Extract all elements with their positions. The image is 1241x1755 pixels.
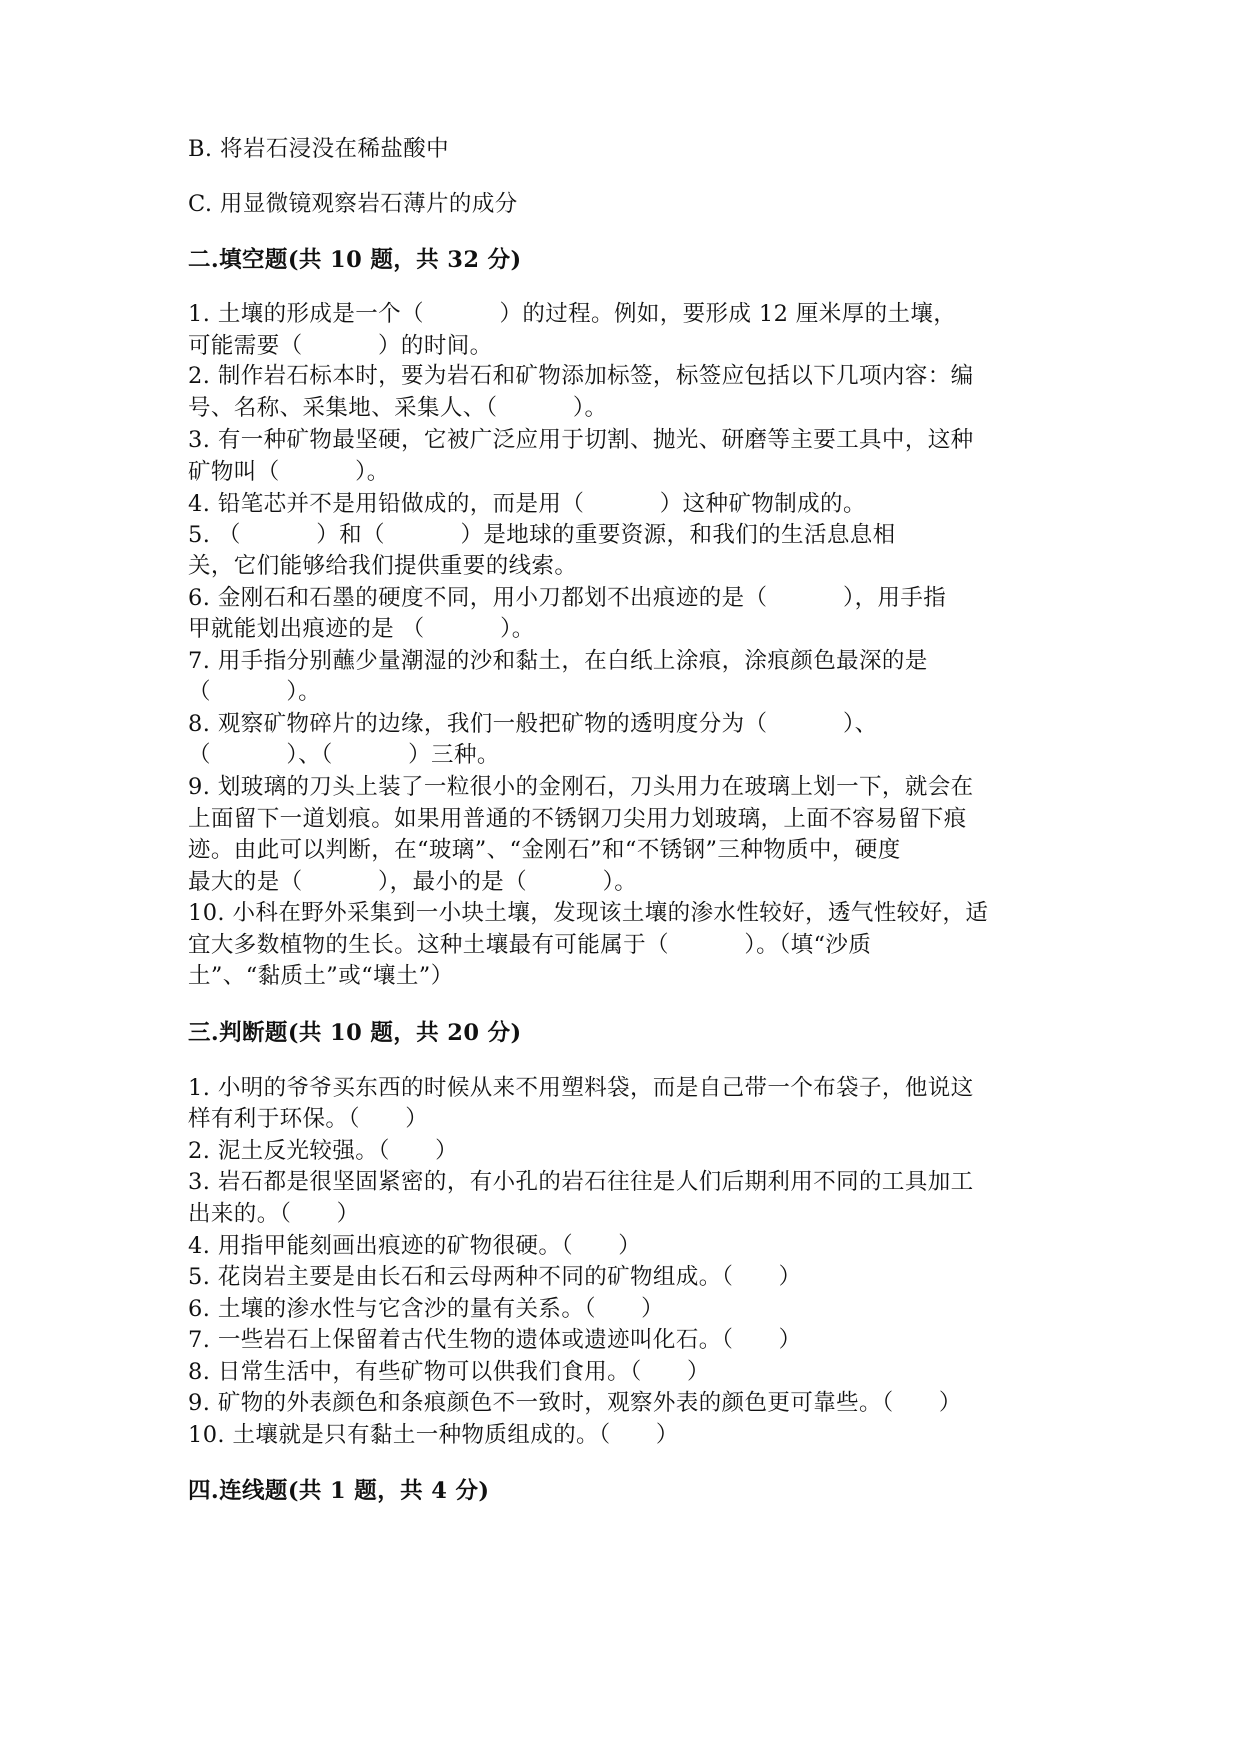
fill-in-line: 土”、“黏质土”或“壤土”）: [188, 963, 454, 989]
fill-in-line: 甲就能划出痕迹的是 （ ）。: [188, 616, 535, 642]
fill-in-line: 8. 观察矿物碎片的边缘，我们一般把矿物的透明度分为（ ）、: [188, 711, 878, 737]
fill-in-line: 关，它们能够给我们提供重要的线索。: [188, 553, 578, 579]
section-heading-fill-in: 二.填空题(共 10 题，共 32 分): [188, 247, 522, 273]
fill-in-line: 10. 小科在野外采集到一小块土壤，发现该土壤的渗水性较好，透气性较好，适: [188, 900, 989, 926]
fill-in-line: 号、名称、采集地、采集人、（ ）。: [188, 395, 608, 421]
option-b: B. 将岩石浸没在稀盐酸中: [188, 136, 450, 162]
fill-in-line: （ ）、（ ）三种。: [188, 742, 500, 768]
true-false-line: 6. 土壤的渗水性与它含沙的量有关系。（ ）: [188, 1296, 665, 1322]
true-false-line: 1. 小明的爷爷买东西的时候从来不用塑料袋，而是自己带一个布袋子，他说这: [188, 1075, 974, 1101]
fill-in-line: 5. （ ）和（ ）是地球的重要资源，和我们的生活息息相: [188, 522, 896, 548]
fill-in-line: 3. 有一种矿物最坚硬，它被广泛应用于切割、抛光、研磨等主要工具中，这种: [188, 427, 974, 453]
fill-in-line: 宜大多数植物的生长。这种土壤最有可能属于（ ）。（填“沙质: [188, 932, 872, 958]
section-heading-true-false: 三.判断题(共 10 题，共 20 分): [188, 1020, 522, 1046]
fill-in-line: 9. 划玻璃的刀头上装了一粒很小的金刚石，刀头用力在玻璃上划一下，就会在: [188, 774, 974, 800]
true-false-line: 4. 用指甲能刻画出痕迹的矿物很硬。（ ）: [188, 1233, 642, 1259]
fill-in-line: 1. 土壤的形成是一个（ ）的过程。例如，要形成 12 厘米厚的土壤，: [188, 301, 957, 327]
fill-in-line: 迹。由此可以判断，在“玻璃”、“金刚石”和“不锈钢”三种物质中，硬度: [188, 837, 901, 863]
true-false-line: 10. 土壤就是只有黏土一种物质组成的。（ ）: [188, 1422, 679, 1448]
true-false-line: 9. 矿物的外表颜色和条痕颜色不一致时，观察外表的颜色更可靠些。（ ）: [188, 1390, 962, 1416]
fill-in-line: 4. 铅笔芯并不是用铅做成的，而是用（ ）这种矿物制成的。: [188, 491, 866, 517]
fill-in-line: 2. 制作岩石标本时，要为岩石和矿物添加标签，标签应包括以下几项内容：编: [188, 363, 974, 389]
fill-in-line: 可能需要（ ）的时间。: [188, 333, 493, 359]
true-false-line: 出来的。（ ）: [188, 1201, 360, 1227]
true-false-line: 5. 花岗岩主要是由长石和云母两种不同的矿物组成。（ ）: [188, 1264, 802, 1290]
fill-in-line: 6. 金刚石和石墨的硬度不同，用小刀都划不出痕迹的是（ ），用手指: [188, 585, 947, 611]
true-false-line: 2. 泥土反光较强。（ ）: [188, 1138, 458, 1164]
section-heading-matching: 四.连线题(共 1 题，共 4 分): [188, 1478, 490, 1504]
fill-in-line: 7. 用手指分别蘸少量潮湿的沙和黏土，在白纸上涂痕，涂痕颜色最深的是: [188, 648, 928, 674]
true-false-line: 7. 一些岩石上保留着古代生物的遗体或遗迹叫化石。（ ）: [188, 1327, 802, 1353]
true-false-line: 8. 日常生活中，有些矿物可以供我们食用。（ ）: [188, 1359, 710, 1385]
option-c: C. 用显微镜观察岩石薄片的成分: [188, 191, 518, 217]
fill-in-line: （ ）。: [188, 679, 321, 705]
fill-in-line: 最大的是（ ），最小的是（ ）。: [188, 869, 638, 895]
true-false-line: 3. 岩石都是很坚固紧密的，有小孔的岩石往往是人们后期利用不同的工具加工: [188, 1169, 974, 1195]
fill-in-line: 矿物叫（ ）。: [188, 459, 390, 485]
fill-in-line: 上面留下一道划痕。如果用普通的不锈钢刀尖用力划玻璃，上面不容易留下痕: [188, 806, 967, 832]
true-false-line: 样有利于环保。（ ）: [188, 1106, 429, 1132]
